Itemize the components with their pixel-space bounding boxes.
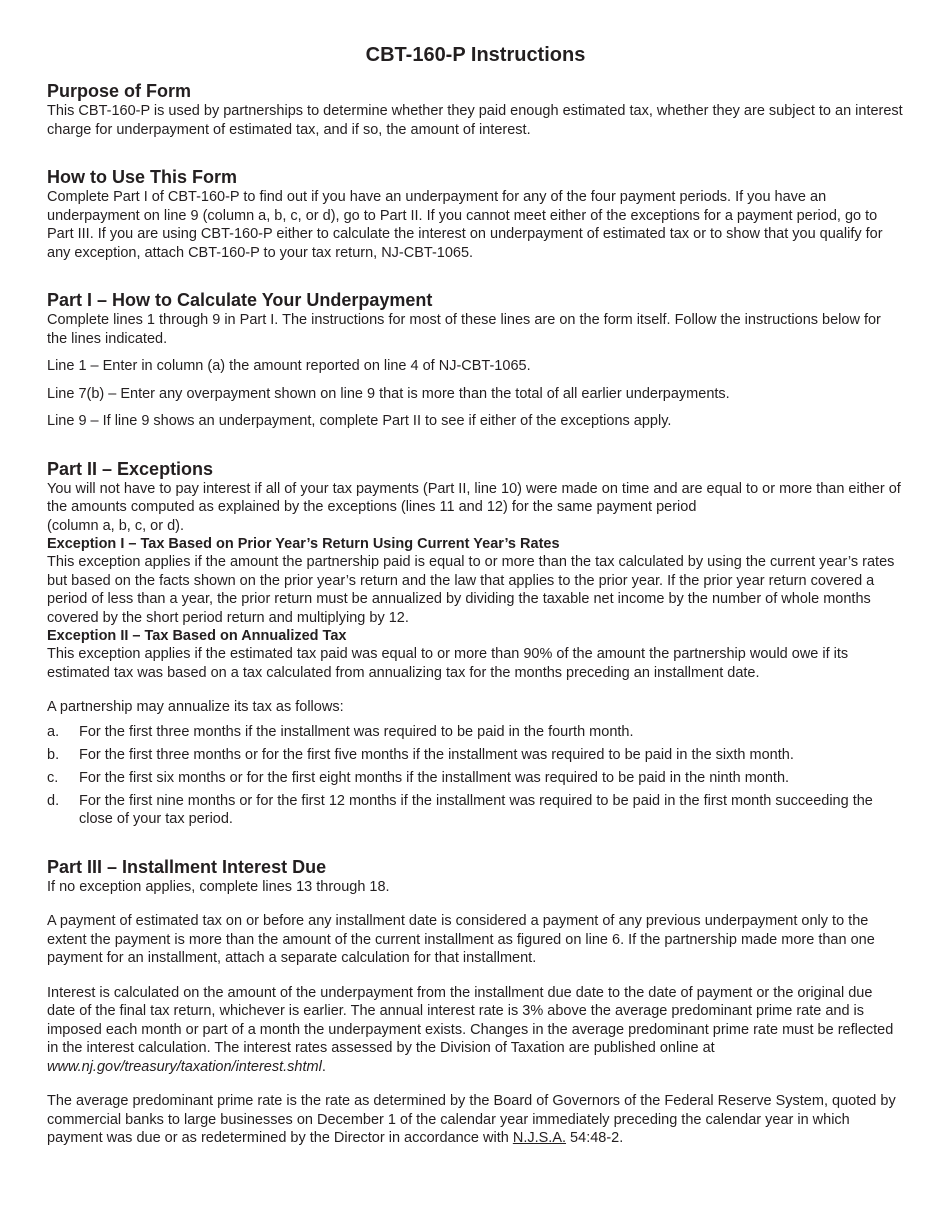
part3-para-prime-text: The average predominant prime rate is the rate as determined by the Board of Governors of the Federal Reserve System, quoted by commercial banks to large businesses on December 1 of the calendar year immediately preceding the calendar year in which payment was due or as redetermined by the Director in accordance with	[47, 1093, 896, 1146]
section-part-1	[47, 289, 904, 431]
section-part-3	[47, 856, 904, 1148]
part1-line-9: Line 9 – If line 9 shows an underpayment, complete Part II to see if either of the exceptions apply.	[47, 413, 672, 429]
part3-para-interest	[47, 984, 904, 1077]
statute-reference: N.J.S.A.	[512, 1130, 567, 1146]
part1-heading: Part I – How to Calculate Your Underpayment	[47, 290, 433, 310]
section-part-2	[47, 458, 904, 829]
part2-heading: Part II – Exceptions	[47, 458, 214, 479]
exception2-heading: Exception II – Tax Based on Annualized Tax	[47, 628, 347, 644]
purpose-body: This CBT-160-P is used by partnerships to determine whether they paid enough estimated tax, whether they are subject to an interest charge for underpayment of estimated tax, and if so, the amount of interest.	[47, 103, 903, 138]
part3-para-payment: A payment of estimated tax on or before any installment date is considered a payment of any previous underpayment only to the extent the payment is more than the amount of the current installment as figured on line 6. If the partnership made more than one payment for an installment, attach a separate calculation for that installment.	[47, 913, 875, 966]
list-item-marker: d.	[47, 792, 60, 809]
part2-intro-a: You will not have to pay interest if all of your tax payments (Part II, line 10) were made on time and are equal to or more than either of the amounts computed as explained by the exceptions (lines 11 and 12) for the same payment period	[47, 480, 901, 515]
page-title: CBT-160-P Instructions	[365, 44, 586, 66]
how-to-use-body: Complete Part I of CBT-160-P to find out if you have an underpayment for any of the four payment periods. If you have an underpayment on line 9 (column a, b, c, or d), go to Part II. If you cannot meet either of the exceptions for a payment period, go to Part III. If you are using CBT-160-P either to calculate the interest on underpayment of estimated tax or to show that you qualify for any exception, attach CBT-160-P to your tax return, NJ-CBT-1065.	[47, 189, 883, 261]
part2-intro-b: (column a, b, c, or d).	[47, 517, 184, 534]
list-item	[47, 723, 904, 742]
list-item-marker: a.	[47, 723, 60, 740]
list-item	[47, 746, 904, 765]
list-item-text: For the first three months or for the first five months if the installment was required to be paid in the sixth month.	[79, 746, 794, 763]
list-item	[47, 792, 904, 829]
exception1-heading: Exception I – Tax Based on Prior Year’s Return Using Current Year’s Rates	[47, 536, 560, 552]
list-item	[47, 769, 904, 788]
part3-para-interest-text: Interest is calculated on the amount of the underpayment from the installment due date to the date of payment or the original due date of the final tax return, whichever is earlier. The annual interest rate is 3% above the average predominant prime rate and is imposed each month or part of a month the underpayment exists. Changes in the average predominant prime rate must be reflected in the interest calculation. The interest rates assessed by the Division of Taxation are published online at	[47, 984, 894, 1056]
part1-intro: Complete lines 1 through 9 in Part I. The instructions for most of these lines are on the form itself. Follow the instructions below for the lines indicated.	[47, 312, 881, 347]
list-item-text: For the first nine months or for the first 12 months if the installment was required to be paid in the first month succeeding the close of your tax period.	[79, 792, 873, 827]
annualize-list	[47, 723, 904, 829]
list-item-marker: c.	[47, 769, 59, 786]
section-purpose	[47, 80, 904, 139]
part1-line-7b: Line 7(b) – Enter any overpayment shown on line 9 that is more than the total of all earlier underpayments.	[47, 385, 730, 402]
exception1-body: This exception applies if the amount the partnership paid is equal to or more than the tax calculated by using the current year’s rates but based on the facts shown on the prior year’s return and the law that applies to the prior year. If the prior year return covered a period of less than a year, the prior return must be annualized by dividing the taxable net income by the number of whole months covered by the short period return and multiplying by 12.	[47, 554, 895, 626]
interest-rates-url: www.nj.gov/treasury/taxation/interest.shtml	[47, 1058, 322, 1075]
section-how-to-use	[47, 166, 904, 262]
part1-line-1: Line 1 – Enter in column (a) the amount reported on line 4 of NJ-CBT-1065.	[47, 358, 531, 374]
part3-para-prime-rate	[47, 1092, 904, 1148]
list-item-text: For the first six months or for the first eight months if the installment was required to be paid in the ninth month.	[79, 769, 790, 786]
part3-heading: Part III – Installment Interest Due	[47, 856, 327, 877]
list-item-text: For the first three months if the installment was required to be paid in the fourth month.	[79, 723, 634, 740]
part3-para-prime-end: 54:48-2.	[566, 1130, 624, 1146]
exception2-body: This exception applies if the estimated tax paid was equal to or more than 90% of the amount the partnership would owe if its estimated tax was based on a tax calculated from annualizing tax for the months preceding an installment date.	[47, 646, 849, 681]
purpose-heading: Purpose of Form	[47, 81, 192, 101]
list-item-marker: b.	[47, 746, 60, 763]
how-to-use-heading: How to Use This Form	[47, 167, 238, 187]
part2-intro	[47, 480, 904, 536]
part3-intro: If no exception applies, complete lines 13 through 18.	[47, 878, 390, 895]
part3-para-interest-end: .	[321, 1058, 326, 1075]
annualize-intro: A partnership may annualize its tax as follows:	[47, 699, 344, 715]
